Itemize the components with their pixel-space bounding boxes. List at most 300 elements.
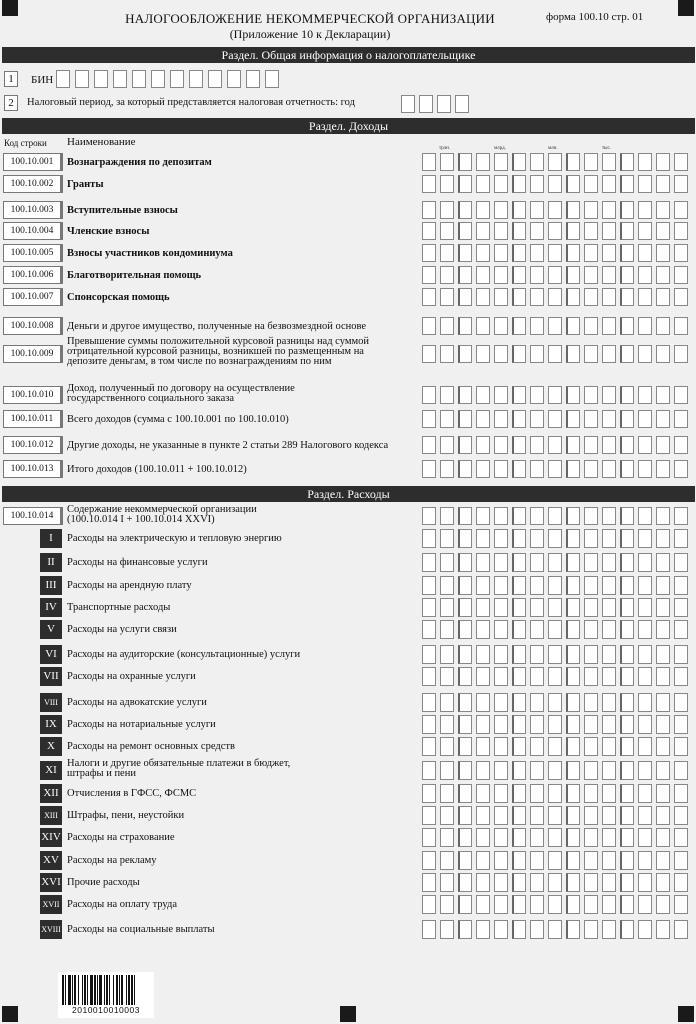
amount-digit-cell[interactable] — [620, 667, 634, 686]
year-digit-cell[interactable] — [419, 95, 433, 113]
amount-digit-cell[interactable] — [422, 761, 436, 780]
amount-digit-cell[interactable] — [566, 620, 580, 639]
amount-digit-cell[interactable] — [620, 345, 634, 363]
amount-digit-cell[interactable] — [584, 436, 598, 454]
amount-digit-cell[interactable] — [422, 153, 436, 171]
amount-digit-cell[interactable] — [602, 920, 616, 939]
amount-digit-cell[interactable] — [638, 693, 652, 712]
amount-digit-cell[interactable] — [638, 828, 652, 847]
amount-digit-cell[interactable] — [440, 806, 454, 825]
amount-digit-cell[interactable] — [584, 761, 598, 780]
amount-digit-cell[interactable] — [494, 553, 508, 572]
amount-digit-cell[interactable] — [548, 436, 562, 454]
amount-digit-cell[interactable] — [674, 737, 688, 756]
amount-digit-cell[interactable] — [548, 873, 562, 892]
amount-digit-cell[interactable] — [674, 851, 688, 870]
amount-digit-cell[interactable] — [674, 553, 688, 572]
amount-digit-cell[interactable] — [512, 645, 526, 664]
amount-digit-cell[interactable] — [548, 529, 562, 548]
amount-digit-cell[interactable] — [620, 175, 634, 193]
amount-digit-cell[interactable] — [638, 715, 652, 734]
amount-digit-cell[interactable] — [602, 266, 616, 284]
amount-digit-cell[interactable] — [620, 553, 634, 572]
amount-digit-cell[interactable] — [620, 576, 634, 595]
amount-digit-cell[interactable] — [530, 667, 544, 686]
amount-digit-cell[interactable] — [530, 737, 544, 756]
amount-digit-cell[interactable] — [584, 598, 598, 617]
amount-digit-cell[interactable] — [548, 598, 562, 617]
amount-digit-cell[interactable] — [602, 345, 616, 363]
amount-digit-cell[interactable] — [458, 715, 472, 734]
amount-digit-cell[interactable] — [674, 576, 688, 595]
amount-digit-cell[interactable] — [530, 288, 544, 306]
amount-digit-cell[interactable] — [584, 828, 598, 847]
amount-digit-cell[interactable] — [602, 737, 616, 756]
amount-digit-cell[interactable] — [602, 851, 616, 870]
amount-digit-cell[interactable] — [566, 784, 580, 803]
amount-digit-cell[interactable] — [512, 317, 526, 335]
amount-digit-cell[interactable] — [656, 667, 670, 686]
amount-digit-cell[interactable] — [674, 317, 688, 335]
amount-digit-cell[interactable] — [566, 345, 580, 363]
amount-digit-cell[interactable] — [566, 244, 580, 262]
amount-digit-cell[interactable] — [512, 175, 526, 193]
amount-digit-cell[interactable] — [476, 244, 490, 262]
amount-digit-cell[interactable] — [512, 873, 526, 892]
amount-digit-cell[interactable] — [458, 507, 472, 525]
amount-digit-cell[interactable] — [566, 576, 580, 595]
amount-digit-cell[interactable] — [422, 266, 436, 284]
amount-digit-cell[interactable] — [656, 529, 670, 548]
amount-digit-cell[interactable] — [674, 436, 688, 454]
amount-digit-cell[interactable] — [476, 715, 490, 734]
amount-digit-cell[interactable] — [548, 645, 562, 664]
amount-digit-cell[interactable] — [566, 529, 580, 548]
amount-digit-cell[interactable] — [548, 667, 562, 686]
amount-digit-cell[interactable] — [440, 693, 454, 712]
amount-digit-cell[interactable] — [548, 201, 562, 219]
amount-digit-cell[interactable] — [440, 201, 454, 219]
amount-digit-cell[interactable] — [674, 806, 688, 825]
amount-digit-cell[interactable] — [674, 828, 688, 847]
amount-digit-cell[interactable] — [566, 553, 580, 572]
amount-digit-cell[interactable] — [440, 737, 454, 756]
amount-digit-cell[interactable] — [458, 317, 472, 335]
amount-digit-cell[interactable] — [566, 598, 580, 617]
amount-digit-cell[interactable] — [638, 175, 652, 193]
amount-digit-cell[interactable] — [512, 598, 526, 617]
amount-digit-cell[interactable] — [620, 244, 634, 262]
amount-digit-cell[interactable] — [476, 761, 490, 780]
amount-digit-cell[interactable] — [422, 222, 436, 240]
amount-digit-cell[interactable] — [476, 620, 490, 639]
amount-digit-cell[interactable] — [458, 201, 472, 219]
amount-digit-cell[interactable] — [530, 529, 544, 548]
amount-digit-cell[interactable] — [458, 784, 472, 803]
amount-digit-cell[interactable] — [458, 873, 472, 892]
amount-digit-cell[interactable] — [602, 598, 616, 617]
amount-digit-cell[interactable] — [656, 288, 670, 306]
amount-digit-cell[interactable] — [476, 529, 490, 548]
amount-digit-cell[interactable] — [656, 737, 670, 756]
amount-digit-cell[interactable] — [512, 920, 526, 939]
amount-digit-cell[interactable] — [422, 895, 436, 914]
amount-digit-cell[interactable] — [512, 201, 526, 219]
amount-digit-cell[interactable] — [674, 693, 688, 712]
amount-digit-cell[interactable] — [620, 645, 634, 664]
amount-digit-cell[interactable] — [584, 529, 598, 548]
amount-digit-cell[interactable] — [458, 828, 472, 847]
amount-digit-cell[interactable] — [656, 244, 670, 262]
amount-digit-cell[interactable] — [476, 737, 490, 756]
amount-digit-cell[interactable] — [440, 529, 454, 548]
amount-digit-cell[interactable] — [674, 598, 688, 617]
amount-digit-cell[interactable] — [458, 244, 472, 262]
amount-digit-cell[interactable] — [548, 460, 562, 478]
amount-digit-cell[interactable] — [638, 288, 652, 306]
amount-digit-cell[interactable] — [440, 620, 454, 639]
amount-digit-cell[interactable] — [548, 851, 562, 870]
amount-digit-cell[interactable] — [494, 201, 508, 219]
amount-digit-cell[interactable] — [512, 529, 526, 548]
amount-digit-cell[interactable] — [566, 806, 580, 825]
amount-digit-cell[interactable] — [458, 920, 472, 939]
amount-digit-cell[interactable] — [530, 645, 544, 664]
amount-digit-cell[interactable] — [458, 153, 472, 171]
amount-digit-cell[interactable] — [602, 410, 616, 428]
amount-digit-cell[interactable] — [512, 806, 526, 825]
amount-digit-cell[interactable] — [530, 851, 544, 870]
amount-digit-cell[interactable] — [638, 895, 652, 914]
amount-digit-cell[interactable] — [674, 620, 688, 639]
amount-digit-cell[interactable] — [602, 201, 616, 219]
amount-digit-cell[interactable] — [602, 175, 616, 193]
amount-digit-cell[interactable] — [620, 201, 634, 219]
amount-digit-cell[interactable] — [512, 222, 526, 240]
amount-digit-cell[interactable] — [476, 410, 490, 428]
amount-digit-cell[interactable] — [512, 460, 526, 478]
amount-digit-cell[interactable] — [584, 288, 598, 306]
amount-digit-cell[interactable] — [620, 386, 634, 404]
amount-digit-cell[interactable] — [638, 317, 652, 335]
amount-digit-cell[interactable] — [656, 507, 670, 525]
amount-digit-cell[interactable] — [458, 460, 472, 478]
amount-digit-cell[interactable] — [476, 345, 490, 363]
amount-digit-cell[interactable] — [422, 436, 436, 454]
amount-digit-cell[interactable] — [548, 244, 562, 262]
amount-digit-cell[interactable] — [530, 576, 544, 595]
amount-digit-cell[interactable] — [620, 222, 634, 240]
amount-digit-cell[interactable] — [674, 667, 688, 686]
amount-digit-cell[interactable] — [458, 345, 472, 363]
amount-digit-cell[interactable] — [512, 436, 526, 454]
amount-digit-cell[interactable] — [476, 784, 490, 803]
amount-digit-cell[interactable] — [476, 266, 490, 284]
amount-digit-cell[interactable] — [656, 620, 670, 639]
amount-digit-cell[interactable] — [440, 761, 454, 780]
amount-digit-cell[interactable] — [674, 529, 688, 548]
amount-digit-cell[interactable] — [494, 828, 508, 847]
amount-digit-cell[interactable] — [620, 288, 634, 306]
amount-digit-cell[interactable] — [584, 460, 598, 478]
amount-digit-cell[interactable] — [494, 667, 508, 686]
amount-digit-cell[interactable] — [440, 266, 454, 284]
amount-digit-cell[interactable] — [638, 598, 652, 617]
amount-digit-cell[interactable] — [638, 201, 652, 219]
amount-digit-cell[interactable] — [422, 460, 436, 478]
amount-digit-cell[interactable] — [656, 828, 670, 847]
amount-digit-cell[interactable] — [422, 620, 436, 639]
amount-digit-cell[interactable] — [566, 288, 580, 306]
amount-digit-cell[interactable] — [512, 507, 526, 525]
bin-digit-cell[interactable] — [94, 70, 108, 88]
amount-digit-cell[interactable] — [494, 529, 508, 548]
bin-digit-cell[interactable] — [265, 70, 279, 88]
amount-digit-cell[interactable] — [494, 895, 508, 914]
amount-digit-cell[interactable] — [602, 436, 616, 454]
amount-digit-cell[interactable] — [602, 693, 616, 712]
amount-digit-cell[interactable] — [548, 895, 562, 914]
amount-digit-cell[interactable] — [512, 737, 526, 756]
amount-digit-cell[interactable] — [530, 410, 544, 428]
amount-digit-cell[interactable] — [638, 244, 652, 262]
amount-digit-cell[interactable] — [620, 737, 634, 756]
amount-digit-cell[interactable] — [440, 436, 454, 454]
amount-digit-cell[interactable] — [440, 784, 454, 803]
amount-digit-cell[interactable] — [602, 895, 616, 914]
amount-digit-cell[interactable] — [620, 598, 634, 617]
amount-digit-cell[interactable] — [638, 386, 652, 404]
amount-digit-cell[interactable] — [674, 460, 688, 478]
amount-digit-cell[interactable] — [494, 645, 508, 664]
amount-digit-cell[interactable] — [638, 851, 652, 870]
amount-digit-cell[interactable] — [494, 737, 508, 756]
amount-digit-cell[interactable] — [494, 222, 508, 240]
amount-digit-cell[interactable] — [566, 436, 580, 454]
bin-digit-cell[interactable] — [56, 70, 70, 88]
amount-digit-cell[interactable] — [422, 576, 436, 595]
amount-digit-cell[interactable] — [620, 317, 634, 335]
amount-digit-cell[interactable] — [548, 288, 562, 306]
amount-digit-cell[interactable] — [674, 410, 688, 428]
amount-digit-cell[interactable] — [458, 598, 472, 617]
amount-digit-cell[interactable] — [620, 806, 634, 825]
amount-digit-cell[interactable] — [656, 920, 670, 939]
amount-digit-cell[interactable] — [548, 410, 562, 428]
amount-digit-cell[interactable] — [674, 645, 688, 664]
amount-digit-cell[interactable] — [584, 620, 598, 639]
amount-digit-cell[interactable] — [656, 410, 670, 428]
amount-digit-cell[interactable] — [548, 507, 562, 525]
amount-digit-cell[interactable] — [620, 693, 634, 712]
amount-digit-cell[interactable] — [620, 920, 634, 939]
amount-digit-cell[interactable] — [566, 201, 580, 219]
amount-digit-cell[interactable] — [566, 737, 580, 756]
amount-digit-cell[interactable] — [548, 920, 562, 939]
amount-digit-cell[interactable] — [584, 175, 598, 193]
amount-digit-cell[interactable] — [476, 460, 490, 478]
amount-digit-cell[interactable] — [566, 873, 580, 892]
amount-digit-cell[interactable] — [494, 410, 508, 428]
amount-digit-cell[interactable] — [530, 784, 544, 803]
amount-digit-cell[interactable] — [476, 201, 490, 219]
amount-digit-cell[interactable] — [494, 576, 508, 595]
amount-digit-cell[interactable] — [512, 345, 526, 363]
amount-digit-cell[interactable] — [584, 266, 598, 284]
amount-digit-cell[interactable] — [512, 693, 526, 712]
amount-digit-cell[interactable] — [422, 715, 436, 734]
amount-digit-cell[interactable] — [656, 851, 670, 870]
amount-digit-cell[interactable] — [656, 806, 670, 825]
amount-digit-cell[interactable] — [530, 436, 544, 454]
amount-digit-cell[interactable] — [440, 153, 454, 171]
amount-digit-cell[interactable] — [422, 693, 436, 712]
amount-digit-cell[interactable] — [530, 507, 544, 525]
amount-digit-cell[interactable] — [620, 507, 634, 525]
amount-digit-cell[interactable] — [548, 386, 562, 404]
amount-digit-cell[interactable] — [440, 222, 454, 240]
amount-digit-cell[interactable] — [440, 895, 454, 914]
amount-digit-cell[interactable] — [620, 828, 634, 847]
amount-digit-cell[interactable] — [530, 895, 544, 914]
amount-digit-cell[interactable] — [512, 895, 526, 914]
amount-digit-cell[interactable] — [638, 153, 652, 171]
amount-digit-cell[interactable] — [530, 806, 544, 825]
amount-digit-cell[interactable] — [566, 317, 580, 335]
bin-digit-cell[interactable] — [132, 70, 146, 88]
amount-digit-cell[interactable] — [638, 620, 652, 639]
amount-digit-cell[interactable] — [656, 460, 670, 478]
amount-digit-cell[interactable] — [476, 576, 490, 595]
amount-digit-cell[interactable] — [422, 288, 436, 306]
amount-digit-cell[interactable] — [458, 737, 472, 756]
amount-digit-cell[interactable] — [566, 410, 580, 428]
amount-digit-cell[interactable] — [620, 784, 634, 803]
amount-digit-cell[interactable] — [602, 529, 616, 548]
amount-digit-cell[interactable] — [584, 737, 598, 756]
amount-digit-cell[interactable] — [602, 386, 616, 404]
amount-digit-cell[interactable] — [584, 222, 598, 240]
amount-digit-cell[interactable] — [656, 386, 670, 404]
amount-digit-cell[interactable] — [458, 410, 472, 428]
amount-digit-cell[interactable] — [548, 153, 562, 171]
amount-digit-cell[interactable] — [584, 244, 598, 262]
amount-digit-cell[interactable] — [422, 598, 436, 617]
amount-digit-cell[interactable] — [548, 317, 562, 335]
amount-digit-cell[interactable] — [620, 761, 634, 780]
amount-digit-cell[interactable] — [602, 873, 616, 892]
amount-digit-cell[interactable] — [674, 175, 688, 193]
amount-digit-cell[interactable] — [476, 873, 490, 892]
year-digit-cell[interactable] — [455, 95, 469, 113]
amount-digit-cell[interactable] — [620, 851, 634, 870]
amount-digit-cell[interactable] — [566, 645, 580, 664]
amount-digit-cell[interactable] — [566, 920, 580, 939]
amount-digit-cell[interactable] — [638, 576, 652, 595]
amount-digit-cell[interactable] — [656, 553, 670, 572]
amount-digit-cell[interactable] — [620, 620, 634, 639]
amount-digit-cell[interactable] — [440, 345, 454, 363]
amount-digit-cell[interactable] — [512, 784, 526, 803]
bin-digit-cell[interactable] — [246, 70, 260, 88]
amount-digit-cell[interactable] — [602, 715, 616, 734]
amount-digit-cell[interactable] — [656, 873, 670, 892]
amount-digit-cell[interactable] — [584, 784, 598, 803]
amount-digit-cell[interactable] — [674, 920, 688, 939]
amount-digit-cell[interactable] — [422, 920, 436, 939]
amount-digit-cell[interactable] — [674, 873, 688, 892]
amount-digit-cell[interactable] — [494, 153, 508, 171]
amount-digit-cell[interactable] — [530, 175, 544, 193]
amount-digit-cell[interactable] — [512, 244, 526, 262]
amount-digit-cell[interactable] — [440, 598, 454, 617]
bin-digit-cell[interactable] — [170, 70, 184, 88]
amount-digit-cell[interactable] — [458, 222, 472, 240]
amount-digit-cell[interactable] — [584, 895, 598, 914]
amount-digit-cell[interactable] — [476, 693, 490, 712]
amount-digit-cell[interactable] — [620, 529, 634, 548]
amount-digit-cell[interactable] — [512, 667, 526, 686]
amount-digit-cell[interactable] — [458, 645, 472, 664]
amount-digit-cell[interactable] — [512, 620, 526, 639]
amount-digit-cell[interactable] — [602, 761, 616, 780]
amount-digit-cell[interactable] — [656, 266, 670, 284]
amount-digit-cell[interactable] — [566, 851, 580, 870]
amount-digit-cell[interactable] — [494, 345, 508, 363]
amount-digit-cell[interactable] — [602, 553, 616, 572]
amount-digit-cell[interactable] — [512, 715, 526, 734]
amount-digit-cell[interactable] — [656, 598, 670, 617]
amount-digit-cell[interactable] — [584, 645, 598, 664]
amount-digit-cell[interactable] — [638, 784, 652, 803]
amount-digit-cell[interactable] — [476, 288, 490, 306]
amount-digit-cell[interactable] — [584, 553, 598, 572]
amount-digit-cell[interactable] — [422, 410, 436, 428]
amount-digit-cell[interactable] — [440, 288, 454, 306]
amount-digit-cell[interactable] — [674, 201, 688, 219]
amount-digit-cell[interactable] — [584, 667, 598, 686]
amount-digit-cell[interactable] — [530, 386, 544, 404]
amount-digit-cell[interactable] — [656, 645, 670, 664]
amount-digit-cell[interactable] — [458, 529, 472, 548]
amount-digit-cell[interactable] — [566, 895, 580, 914]
amount-digit-cell[interactable] — [638, 737, 652, 756]
amount-digit-cell[interactable] — [566, 175, 580, 193]
amount-digit-cell[interactable] — [494, 761, 508, 780]
amount-digit-cell[interactable] — [656, 317, 670, 335]
amount-digit-cell[interactable] — [422, 851, 436, 870]
amount-digit-cell[interactable] — [656, 761, 670, 780]
amount-digit-cell[interactable] — [566, 715, 580, 734]
amount-digit-cell[interactable] — [494, 620, 508, 639]
amount-digit-cell[interactable] — [422, 737, 436, 756]
amount-digit-cell[interactable] — [440, 715, 454, 734]
amount-digit-cell[interactable] — [476, 436, 490, 454]
amount-digit-cell[interactable] — [656, 895, 670, 914]
amount-digit-cell[interactable] — [494, 784, 508, 803]
amount-digit-cell[interactable] — [674, 507, 688, 525]
amount-digit-cell[interactable] — [422, 201, 436, 219]
amount-digit-cell[interactable] — [530, 317, 544, 335]
year-digit-cell[interactable] — [437, 95, 451, 113]
amount-digit-cell[interactable] — [512, 553, 526, 572]
amount-digit-cell[interactable] — [620, 460, 634, 478]
amount-digit-cell[interactable] — [494, 806, 508, 825]
amount-digit-cell[interactable] — [584, 153, 598, 171]
amount-digit-cell[interactable] — [566, 386, 580, 404]
amount-digit-cell[interactable] — [458, 436, 472, 454]
amount-digit-cell[interactable] — [530, 598, 544, 617]
